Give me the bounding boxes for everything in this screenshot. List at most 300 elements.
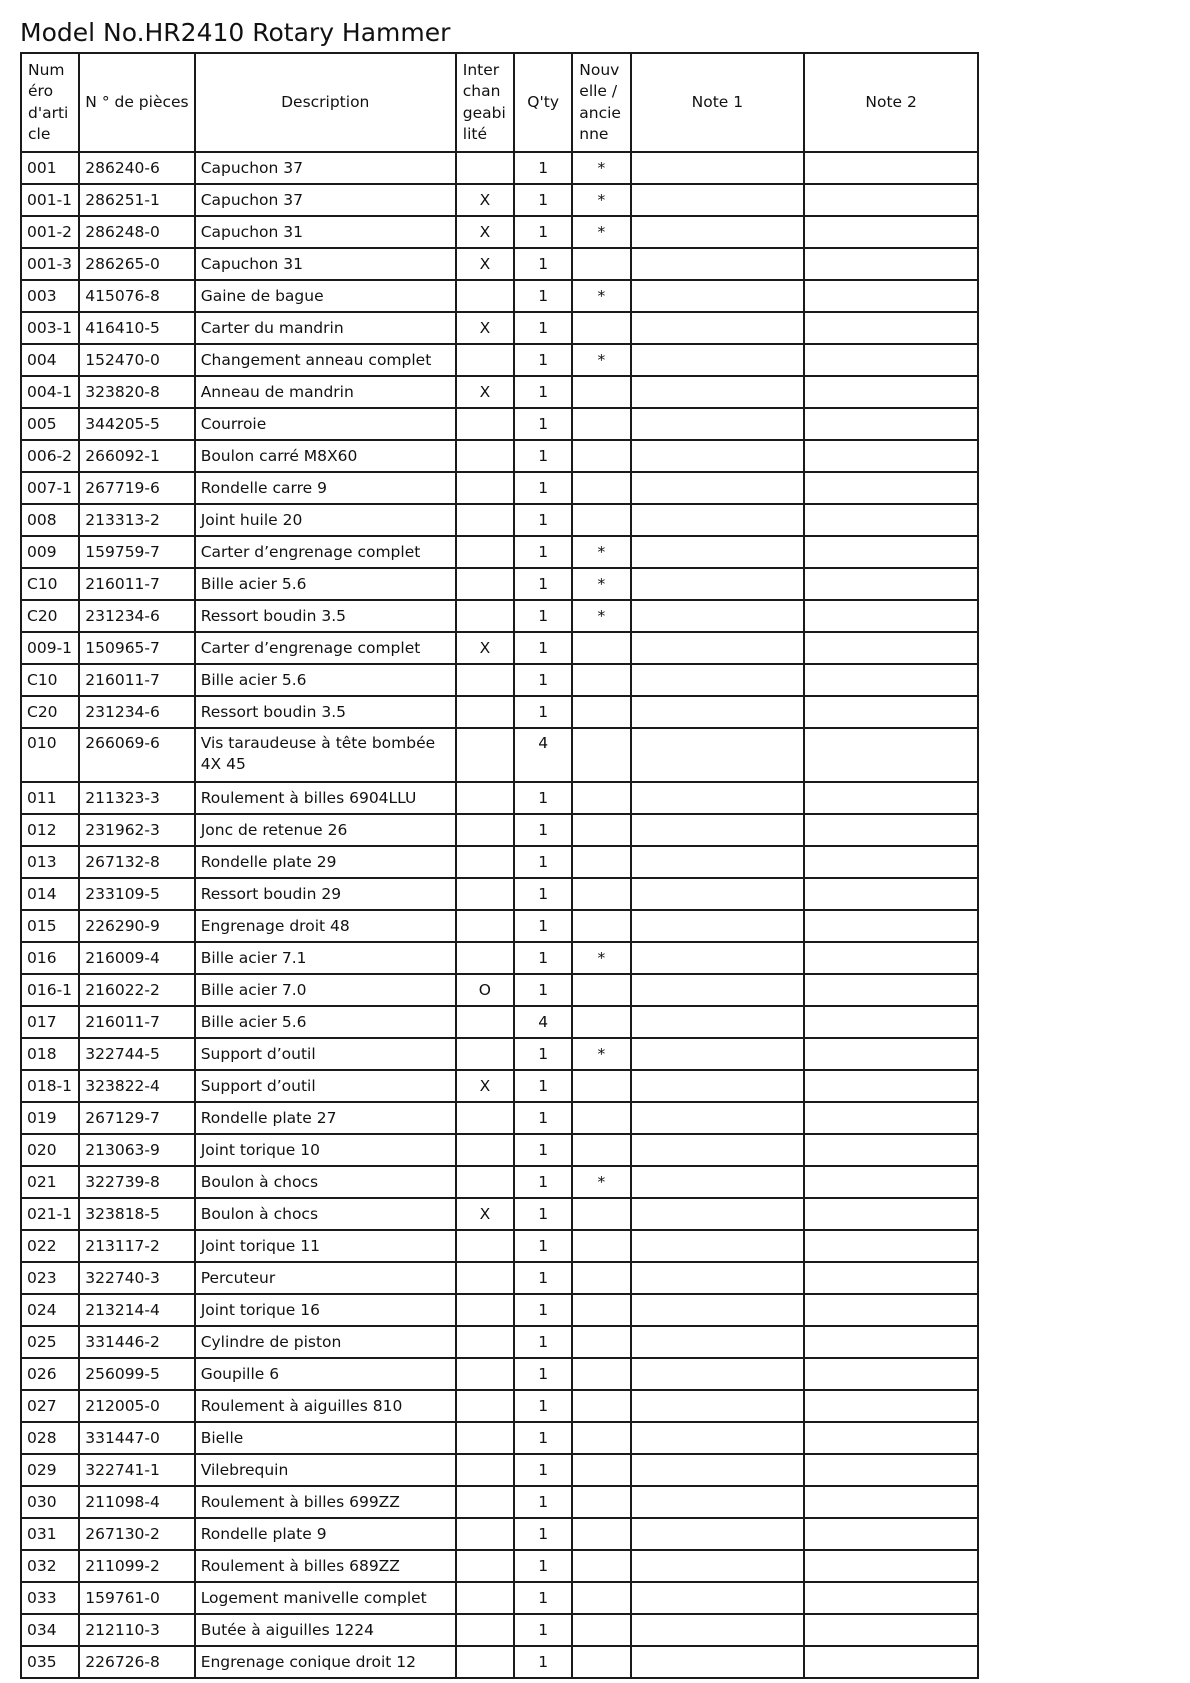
interchangeability-cell: X [456, 248, 514, 280]
item-no-cell: 009 [21, 536, 79, 568]
qty-cell: 1 [514, 1294, 572, 1326]
new-old-cell [572, 1070, 630, 1102]
table-row [21, 600, 978, 632]
header-note1: Note 1 [631, 53, 805, 152]
part-no-cell: 159761-0 [79, 1582, 194, 1614]
header-item-no: Numéro d'article [21, 53, 79, 152]
description-cell: Rondelle plate 9 [195, 1518, 456, 1550]
interchangeability-cell [456, 1102, 514, 1134]
note2-cell [804, 1038, 978, 1070]
item-no-cell: 031 [21, 1518, 79, 1550]
note2-cell [804, 1166, 978, 1198]
description-cell: Boulon à chocs [195, 1166, 456, 1198]
description-cell: Rondelle carre 9 [195, 472, 456, 504]
item-no-cell: 029 [21, 1454, 79, 1486]
description-cell: Joint torique 10 [195, 1134, 456, 1166]
table-row [21, 1230, 978, 1262]
qty-cell: 1 [514, 184, 572, 216]
qty-cell: 1 [514, 846, 572, 878]
qty-cell: 1 [514, 1614, 572, 1646]
interchangeability-cell [456, 1038, 514, 1070]
table-row [21, 1582, 978, 1614]
item-no-cell: 027 [21, 1390, 79, 1422]
table-row [21, 942, 978, 974]
table-row [21, 408, 978, 440]
table-row [21, 248, 978, 280]
item-no-cell: 025 [21, 1326, 79, 1358]
note1-cell [631, 696, 805, 728]
part-no-cell: 152470-0 [79, 344, 194, 376]
description-cell: Roulement à aiguilles 810 [195, 1390, 456, 1422]
new-old-cell: * [572, 216, 630, 248]
description-cell: Capuchon 31 [195, 216, 456, 248]
new-old-cell: * [572, 184, 630, 216]
item-no-cell: 030 [21, 1486, 79, 1518]
item-no-cell: 018-1 [21, 1070, 79, 1102]
part-no-cell: 323820-8 [79, 376, 194, 408]
description-cell: Carter d’engrenage complet [195, 536, 456, 568]
interchangeability-cell [456, 1390, 514, 1422]
item-no-cell: C20 [21, 600, 79, 632]
note1-cell [631, 1166, 805, 1198]
new-old-cell [572, 1134, 630, 1166]
description-cell: Vilebrequin [195, 1454, 456, 1486]
qty-cell: 1 [514, 344, 572, 376]
description-cell: Bille acier 7.0 [195, 974, 456, 1006]
note1-cell [631, 1230, 805, 1262]
header-qty: Q'ty [514, 53, 572, 152]
qty-cell: 1 [514, 568, 572, 600]
note1-cell [631, 472, 805, 504]
note2-cell [804, 814, 978, 846]
note2-cell [804, 1262, 978, 1294]
qty-cell: 1 [514, 1198, 572, 1230]
interchangeability-cell [456, 1518, 514, 1550]
note2-cell [804, 1518, 978, 1550]
interchangeability-cell: X [456, 632, 514, 664]
interchangeability-cell [456, 440, 514, 472]
part-no-cell: 212110-3 [79, 1614, 194, 1646]
qty-cell: 1 [514, 1166, 572, 1198]
item-no-cell: 032 [21, 1550, 79, 1582]
interchangeability-cell [456, 344, 514, 376]
note2-cell [804, 1390, 978, 1422]
note1-cell [631, 216, 805, 248]
table-row [21, 1390, 978, 1422]
item-no-cell: 009-1 [21, 632, 79, 664]
note2-cell [804, 184, 978, 216]
new-old-cell [572, 1006, 630, 1038]
note2-cell [804, 664, 978, 696]
item-no-cell: C10 [21, 664, 79, 696]
qty-cell: 1 [514, 216, 572, 248]
item-no-cell: 020 [21, 1134, 79, 1166]
new-old-cell: * [572, 568, 630, 600]
new-old-cell [572, 974, 630, 1006]
note1-cell [631, 600, 805, 632]
qty-cell: 1 [514, 408, 572, 440]
qty-cell: 1 [514, 1134, 572, 1166]
interchangeability-cell [456, 1294, 514, 1326]
description-cell: Joint torique 11 [195, 1230, 456, 1262]
note2-cell [804, 376, 978, 408]
description-cell: Carter d’engrenage complet [195, 632, 456, 664]
interchangeability-cell [456, 408, 514, 440]
parts-table [20, 52, 979, 1679]
part-no-cell: 216011-7 [79, 1006, 194, 1038]
part-no-cell: 231234-6 [79, 600, 194, 632]
new-old-cell [572, 1294, 630, 1326]
part-no-cell: 323822-4 [79, 1070, 194, 1102]
part-no-cell: 322740-3 [79, 1262, 194, 1294]
note2-cell [804, 152, 978, 184]
qty-cell: 1 [514, 1358, 572, 1390]
item-no-cell: 014 [21, 878, 79, 910]
part-no-cell: 150965-7 [79, 632, 194, 664]
qty-cell: 1 [514, 1070, 572, 1102]
header-description: Description [195, 53, 456, 152]
part-no-cell: 233109-5 [79, 878, 194, 910]
part-no-cell: 331447-0 [79, 1422, 194, 1454]
note1-cell [631, 942, 805, 974]
qty-cell: 1 [514, 1326, 572, 1358]
note1-cell [631, 1006, 805, 1038]
new-old-cell [572, 728, 630, 782]
part-no-cell: 212005-0 [79, 1390, 194, 1422]
note1-cell [631, 536, 805, 568]
new-old-cell [572, 1486, 630, 1518]
part-no-cell: 323818-5 [79, 1198, 194, 1230]
note2-cell [804, 1006, 978, 1038]
description-cell: Bielle [195, 1422, 456, 1454]
new-old-cell [572, 1454, 630, 1486]
new-old-cell [572, 408, 630, 440]
note2-cell [804, 248, 978, 280]
interchangeability-cell [456, 1646, 514, 1678]
note2-cell [804, 1070, 978, 1102]
new-old-cell: * [572, 536, 630, 568]
description-cell: Bille acier 5.6 [195, 568, 456, 600]
note2-cell [804, 1550, 978, 1582]
interchangeability-cell [456, 696, 514, 728]
item-no-cell: 007-1 [21, 472, 79, 504]
item-no-cell: 022 [21, 1230, 79, 1262]
part-no-cell: 286248-0 [79, 216, 194, 248]
table-row [21, 344, 978, 376]
item-no-cell: 015 [21, 910, 79, 942]
part-no-cell: 213214-4 [79, 1294, 194, 1326]
new-old-cell [572, 910, 630, 942]
interchangeability-cell [456, 1454, 514, 1486]
description-cell: Percuteur [195, 1262, 456, 1294]
new-old-cell [572, 1198, 630, 1230]
part-no-cell: 286240-6 [79, 152, 194, 184]
note2-cell [804, 1454, 978, 1486]
table-header-row [21, 53, 978, 152]
note2-cell [804, 536, 978, 568]
interchangeability-cell: X [456, 312, 514, 344]
note2-cell [804, 312, 978, 344]
description-cell: Roulement à billes 689ZZ [195, 1550, 456, 1582]
new-old-cell [572, 814, 630, 846]
new-old-cell [572, 1550, 630, 1582]
part-no-cell: 231962-3 [79, 814, 194, 846]
item-no-cell: 001 [21, 152, 79, 184]
interchangeability-cell [456, 878, 514, 910]
note1-cell [631, 1198, 805, 1230]
table-row [21, 1294, 978, 1326]
table-row [21, 1166, 978, 1198]
part-no-cell: 216011-7 [79, 568, 194, 600]
part-no-cell: 331446-2 [79, 1326, 194, 1358]
part-no-cell: 322741-1 [79, 1454, 194, 1486]
new-old-cell [572, 782, 630, 814]
item-no-cell: 001-2 [21, 216, 79, 248]
description-cell: Bille acier 5.6 [195, 664, 456, 696]
note2-cell [804, 568, 978, 600]
description-cell: Vis taraudeuse à tête bombée 4X 45 [195, 728, 456, 782]
qty-cell: 1 [514, 1454, 572, 1486]
interchangeability-cell [456, 1230, 514, 1262]
description-cell: Joint huile 20 [195, 504, 456, 536]
table-row [21, 878, 978, 910]
qty-cell: 1 [514, 1230, 572, 1262]
note2-cell [804, 1582, 978, 1614]
part-no-cell: 322744-5 [79, 1038, 194, 1070]
description-cell: Roulement à billes 699ZZ [195, 1486, 456, 1518]
note2-cell [804, 846, 978, 878]
interchangeability-cell: X [456, 1070, 514, 1102]
qty-cell: 1 [514, 942, 572, 974]
note1-cell [631, 184, 805, 216]
item-no-cell: 004 [21, 344, 79, 376]
qty-cell: 1 [514, 248, 572, 280]
new-old-cell [572, 1326, 630, 1358]
part-no-cell: 216022-2 [79, 974, 194, 1006]
item-no-cell: 008 [21, 504, 79, 536]
item-no-cell: 016-1 [21, 974, 79, 1006]
item-no-cell: 006-2 [21, 440, 79, 472]
description-cell: Rondelle plate 29 [195, 846, 456, 878]
interchangeability-cell: X [456, 216, 514, 248]
qty-cell: 1 [514, 1102, 572, 1134]
description-cell: Support d’outil [195, 1070, 456, 1102]
interchangeability-cell [456, 1262, 514, 1294]
interchangeability-cell [456, 1486, 514, 1518]
part-no-cell: 267719-6 [79, 472, 194, 504]
new-old-cell [572, 248, 630, 280]
qty-cell: 1 [514, 1550, 572, 1582]
note1-cell [631, 280, 805, 312]
interchangeability-cell: O [456, 974, 514, 1006]
note2-cell [804, 782, 978, 814]
new-old-cell: * [572, 1166, 630, 1198]
part-no-cell: 267129-7 [79, 1102, 194, 1134]
table-row [21, 782, 978, 814]
item-no-cell: 004-1 [21, 376, 79, 408]
note2-cell [804, 1422, 978, 1454]
part-no-cell: 286265-0 [79, 248, 194, 280]
note1-cell [631, 1422, 805, 1454]
table-row [21, 1006, 978, 1038]
qty-cell: 1 [514, 536, 572, 568]
interchangeability-cell [456, 1326, 514, 1358]
table-row [21, 910, 978, 942]
note1-cell [631, 504, 805, 536]
description-cell: Boulon carré M8X60 [195, 440, 456, 472]
note1-cell [631, 1102, 805, 1134]
note2-cell [804, 1102, 978, 1134]
new-old-cell [572, 312, 630, 344]
qty-cell: 1 [514, 1646, 572, 1678]
qty-cell: 1 [514, 1582, 572, 1614]
table-row [21, 152, 978, 184]
note1-cell [631, 1070, 805, 1102]
note2-cell [804, 974, 978, 1006]
description-cell: Cylindre de piston [195, 1326, 456, 1358]
new-old-cell: * [572, 600, 630, 632]
new-old-cell [572, 1646, 630, 1678]
note1-cell [631, 1038, 805, 1070]
new-old-cell [572, 504, 630, 536]
note1-cell [631, 1582, 805, 1614]
interchangeability-cell [456, 504, 514, 536]
part-no-cell: 322739-8 [79, 1166, 194, 1198]
note1-cell [631, 312, 805, 344]
item-no-cell: 001-3 [21, 248, 79, 280]
description-cell: Bille acier 7.1 [195, 942, 456, 974]
table-row [21, 664, 978, 696]
item-no-cell: 017 [21, 1006, 79, 1038]
table-row [21, 1038, 978, 1070]
table-row [21, 1198, 978, 1230]
item-no-cell: 011 [21, 782, 79, 814]
qty-cell: 1 [514, 632, 572, 664]
note2-cell [804, 1486, 978, 1518]
description-cell: Goupille 6 [195, 1358, 456, 1390]
note1-cell [631, 1486, 805, 1518]
part-no-cell: 266069-6 [79, 728, 194, 782]
interchangeability-cell [456, 536, 514, 568]
interchangeability-cell [456, 782, 514, 814]
description-cell: Logement manivelle complet [195, 1582, 456, 1614]
qty-cell: 1 [514, 280, 572, 312]
part-no-cell: 226726-8 [79, 1646, 194, 1678]
note1-cell [631, 814, 805, 846]
part-no-cell: 267130-2 [79, 1518, 194, 1550]
interchangeability-cell [456, 1006, 514, 1038]
qty-cell: 1 [514, 376, 572, 408]
part-no-cell: 213117-2 [79, 1230, 194, 1262]
note1-cell [631, 728, 805, 782]
item-no-cell: C10 [21, 568, 79, 600]
header-new-old: Nouvelle / ancienne [572, 53, 630, 152]
note2-cell [804, 878, 978, 910]
table-row [21, 728, 978, 782]
interchangeability-cell [456, 942, 514, 974]
note2-cell [804, 942, 978, 974]
item-no-cell: 018 [21, 1038, 79, 1070]
interchangeability-cell [456, 1614, 514, 1646]
interchangeability-cell [456, 728, 514, 782]
item-no-cell: 019 [21, 1102, 79, 1134]
part-no-cell: 226290-9 [79, 910, 194, 942]
interchangeability-cell [456, 814, 514, 846]
description-cell: Changement anneau complet [195, 344, 456, 376]
note1-cell [631, 1454, 805, 1486]
item-no-cell: C20 [21, 696, 79, 728]
interchangeability-cell [456, 1134, 514, 1166]
table-row [21, 1134, 978, 1166]
interchangeability-cell: X [456, 184, 514, 216]
header-part-no: N ° de pièces [79, 53, 194, 152]
part-no-cell: 216009-4 [79, 942, 194, 974]
interchangeability-cell [456, 910, 514, 942]
part-no-cell: 216011-7 [79, 664, 194, 696]
description-cell: Carter du mandrin [195, 312, 456, 344]
item-no-cell: 003-1 [21, 312, 79, 344]
item-no-cell: 012 [21, 814, 79, 846]
new-old-cell [572, 1230, 630, 1262]
note2-cell [804, 632, 978, 664]
new-old-cell [572, 1422, 630, 1454]
note1-cell [631, 1358, 805, 1390]
note1-cell [631, 1134, 805, 1166]
table-row [21, 1358, 978, 1390]
qty-cell: 1 [514, 1486, 572, 1518]
qty-cell: 1 [514, 152, 572, 184]
note1-cell [631, 846, 805, 878]
note2-cell [804, 600, 978, 632]
new-old-cell [572, 1358, 630, 1390]
description-cell: Support d’outil [195, 1038, 456, 1070]
table-row [21, 1550, 978, 1582]
note1-cell [631, 1646, 805, 1678]
note1-cell [631, 1550, 805, 1582]
note2-cell [804, 440, 978, 472]
interchangeability-cell [456, 1550, 514, 1582]
part-no-cell: 213063-9 [79, 1134, 194, 1166]
item-no-cell: 024 [21, 1294, 79, 1326]
new-old-cell [572, 846, 630, 878]
new-old-cell: * [572, 1038, 630, 1070]
qty-cell: 4 [514, 728, 572, 782]
new-old-cell [572, 878, 630, 910]
description-cell: Roulement à billes 6904LLU [195, 782, 456, 814]
description-cell: Butée à aiguilles 1224 [195, 1614, 456, 1646]
table-row [21, 1070, 978, 1102]
table-row [21, 696, 978, 728]
table-row [21, 312, 978, 344]
note1-cell [631, 376, 805, 408]
table-row [21, 280, 978, 312]
part-no-cell: 286251-1 [79, 184, 194, 216]
description-cell: Gaine de bague [195, 280, 456, 312]
interchangeability-cell [456, 152, 514, 184]
qty-cell: 1 [514, 782, 572, 814]
table-row [21, 440, 978, 472]
interchangeability-cell [456, 846, 514, 878]
interchangeability-cell [456, 1422, 514, 1454]
description-cell: Ressort boudin 3.5 [195, 600, 456, 632]
note1-cell [631, 344, 805, 376]
new-old-cell [572, 1262, 630, 1294]
table-row [21, 1518, 978, 1550]
table-row [21, 632, 978, 664]
part-no-cell: 159759-7 [79, 536, 194, 568]
qty-cell: 4 [514, 1006, 572, 1038]
item-no-cell: 010 [21, 728, 79, 782]
